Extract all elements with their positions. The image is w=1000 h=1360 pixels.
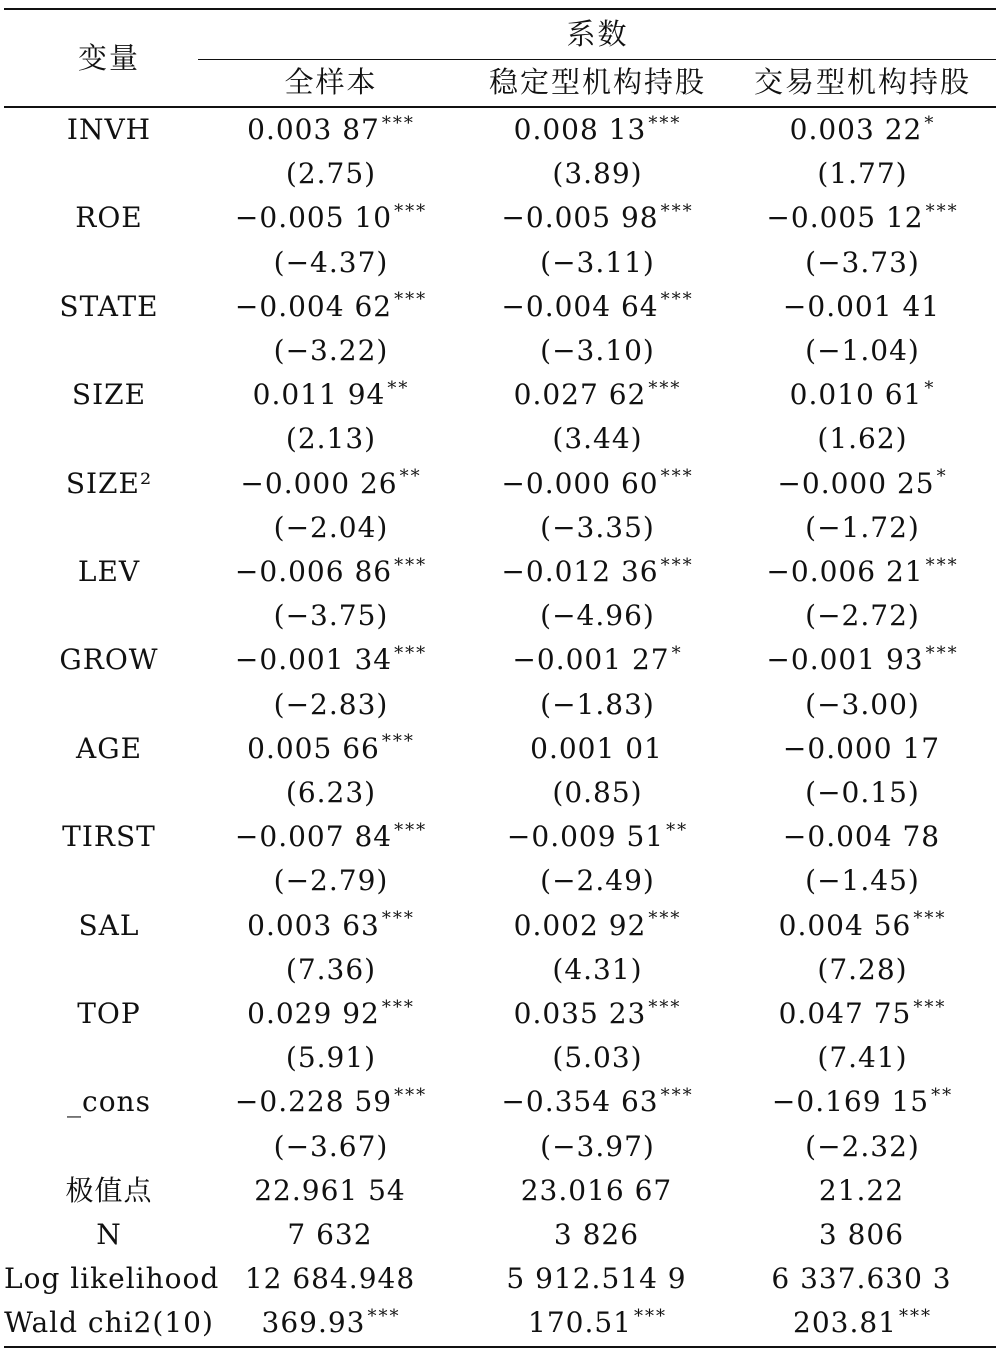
significance-stars: *** bbox=[394, 819, 428, 841]
coefficient-cell-value: −0.006 86 bbox=[234, 555, 393, 588]
stat-label bbox=[4, 1257, 220, 1301]
significance-stars: * bbox=[924, 112, 936, 134]
bottom-rule bbox=[4, 1346, 996, 1348]
t-stat-cell-value: (−2.79) bbox=[273, 864, 389, 898]
stat-value bbox=[215, 1301, 447, 1345]
coefficient-cell bbox=[735, 285, 990, 329]
significance-stars: *** bbox=[381, 908, 415, 930]
significance-stars: *** bbox=[925, 201, 959, 223]
t-stat-cell bbox=[215, 241, 447, 285]
t-stat-cell bbox=[215, 506, 447, 550]
header-col-trading-institutions: 交易型机构持股 bbox=[753, 65, 971, 99]
variable-name-value: SIZE² bbox=[65, 466, 153, 500]
coefficient-cell-value: −0.001 41 bbox=[782, 289, 941, 323]
stat-value-value: 12 684.948 bbox=[244, 1262, 416, 1296]
stat-value-value: 22.961 54 bbox=[254, 1173, 406, 1207]
t-stat-cell-value: (0.85) bbox=[552, 776, 643, 809]
coefficient-cell bbox=[215, 815, 447, 859]
t-stat-cell-value: (4.31) bbox=[552, 952, 643, 986]
coefficient-cell bbox=[735, 727, 990, 771]
header-col-full-sample: 全样本 bbox=[284, 65, 378, 99]
t-stat-cell-value: (−2.04) bbox=[273, 510, 389, 544]
variable-name bbox=[4, 992, 214, 1036]
significance-stars: *** bbox=[381, 996, 415, 1018]
coefficient-cell bbox=[735, 638, 990, 682]
stat-label-value: Wald chi2(10) bbox=[4, 1306, 214, 1340]
stat-value-value: 21.22 bbox=[818, 1173, 905, 1207]
t-stat-cell-value: (−2.83) bbox=[273, 687, 389, 721]
coefficient-cell-value: −0.004 78 bbox=[782, 820, 941, 854]
stat-value-value: 6 337.630 3 bbox=[771, 1262, 952, 1296]
t-stat-cell-value: (−0.15) bbox=[805, 776, 920, 809]
stat-label-value: 极值点 bbox=[65, 1173, 153, 1207]
coefficient-cell-value: 0.003 22 bbox=[789, 113, 923, 146]
coefficient-cell bbox=[735, 1080, 990, 1124]
variable-name-value: GROW bbox=[59, 643, 159, 677]
t-stat-cell-value: (5.91) bbox=[285, 1041, 377, 1075]
significance-stars: * bbox=[671, 643, 683, 665]
significance-stars: *** bbox=[633, 1306, 667, 1328]
significance-stars: *** bbox=[367, 1306, 401, 1328]
significance-stars: ** bbox=[666, 819, 689, 841]
stat-value bbox=[215, 1213, 447, 1257]
stat-value-value: 3 826 bbox=[553, 1218, 640, 1251]
coefficient-cell-value: −0.000 17 bbox=[782, 731, 941, 765]
t-stat-cell bbox=[735, 594, 990, 638]
coefficient-cell bbox=[470, 992, 725, 1036]
coefficient-cell-value: 0.002 92 bbox=[513, 908, 647, 942]
stat-value bbox=[470, 1257, 725, 1301]
significance-stars: *** bbox=[381, 731, 415, 753]
t-stat-cell bbox=[470, 594, 725, 638]
coefficient-cell-value: 0.001 01 bbox=[530, 731, 663, 765]
stat-value-value: 170.51 bbox=[528, 1306, 632, 1340]
significance-stars: *** bbox=[913, 996, 947, 1018]
coefficient-cell-value: −0.001 34 bbox=[234, 643, 393, 677]
significance-stars: *** bbox=[648, 377, 682, 399]
coefficient-cell-value: 0.005 66 bbox=[247, 731, 380, 765]
t-stat-cell bbox=[215, 594, 447, 638]
t-stat-cell bbox=[470, 329, 725, 373]
variable-name bbox=[4, 196, 214, 240]
t-stat-cell-value: (7.36) bbox=[285, 952, 377, 986]
t-stat-cell-value: (5.03) bbox=[552, 1041, 643, 1075]
significance-stars: ** bbox=[399, 466, 422, 488]
significance-stars: *** bbox=[394, 554, 428, 576]
coefficient-cell bbox=[215, 1080, 447, 1124]
coefficient-cell bbox=[470, 1080, 725, 1124]
coefficient-cell bbox=[470, 904, 725, 948]
t-stat-cell-value: (−3.75) bbox=[273, 599, 389, 633]
coefficient-cell bbox=[470, 373, 725, 417]
variable-name-value: TOP bbox=[77, 997, 141, 1030]
t-stat-cell bbox=[735, 152, 990, 196]
significance-stars: *** bbox=[660, 554, 694, 576]
t-stat-cell-value: (2.75) bbox=[285, 157, 377, 191]
coefficient-cell-value: −0.001 93 bbox=[766, 643, 924, 677]
t-stat-cell bbox=[735, 683, 990, 727]
t-stat-cell bbox=[215, 417, 447, 461]
significance-stars: *** bbox=[381, 112, 415, 134]
coefficient-cell-value: 0.027 62 bbox=[513, 378, 647, 412]
t-stat-cell bbox=[735, 1125, 990, 1169]
t-stat-cell bbox=[735, 1036, 990, 1080]
coefficient-cell bbox=[470, 196, 725, 240]
coefficient-cell bbox=[215, 550, 447, 594]
significance-stars: *** bbox=[925, 643, 959, 665]
stat-value-value: 3 806 bbox=[818, 1218, 905, 1251]
coefficient-cell bbox=[735, 196, 990, 240]
coefficient-cell bbox=[735, 462, 990, 506]
variable-name-value: AGE bbox=[75, 731, 143, 765]
coefficient-cell-value: −0.000 26 bbox=[240, 466, 398, 500]
t-stat-cell bbox=[470, 859, 725, 903]
variable-name bbox=[4, 1080, 214, 1124]
significance-stars: *** bbox=[660, 201, 694, 223]
t-stat-cell bbox=[470, 1125, 725, 1169]
variable-name bbox=[4, 373, 214, 417]
stat-value-value: 369.93 bbox=[261, 1306, 366, 1340]
significance-stars: *** bbox=[394, 1085, 428, 1107]
coefficient-cell bbox=[470, 727, 725, 771]
coefficient-cell bbox=[470, 285, 725, 329]
coefficient-cell bbox=[470, 815, 725, 859]
significance-stars: *** bbox=[394, 201, 428, 223]
coefficient-cell bbox=[470, 550, 725, 594]
t-stat-cell bbox=[215, 152, 447, 196]
t-stat-cell-value: (−1.72) bbox=[805, 510, 920, 544]
coefficient-cell-value: 0.035 23 bbox=[513, 997, 647, 1030]
t-stat-cell-value: (−3.97) bbox=[540, 1129, 655, 1163]
t-stat-cell-value: (−4.96) bbox=[540, 599, 655, 633]
coefficient-cell bbox=[215, 108, 447, 152]
t-stat-cell bbox=[470, 1036, 725, 1080]
stat-label-value: N bbox=[96, 1218, 122, 1251]
coefficient-cell-value: 0.029 92 bbox=[247, 997, 380, 1030]
stat-value bbox=[735, 1169, 990, 1213]
t-stat-cell-value: (−3.00) bbox=[805, 687, 920, 721]
t-stat-cell-value: (−1.45) bbox=[805, 864, 920, 898]
t-stat-cell bbox=[735, 329, 990, 373]
t-stat-cell-value: (1.77) bbox=[817, 157, 908, 191]
t-stat-cell bbox=[215, 683, 447, 727]
t-stat-cell bbox=[470, 506, 725, 550]
coefficient-cell bbox=[735, 815, 990, 859]
significance-stars: *** bbox=[648, 908, 682, 930]
coefficient-cell-value: −0.004 64 bbox=[501, 289, 659, 323]
coefficient-cell-value: −0.000 25 bbox=[777, 466, 935, 500]
significance-stars: ** bbox=[387, 377, 410, 399]
significance-stars: *** bbox=[394, 643, 428, 665]
t-stat-cell bbox=[215, 771, 447, 815]
coefficient-cell-value: −0.001 27 bbox=[512, 643, 670, 677]
stat-label-value: Log likelihood bbox=[4, 1262, 220, 1296]
coefficient-cell bbox=[735, 992, 990, 1036]
t-stat-cell bbox=[470, 771, 725, 815]
stat-value bbox=[215, 1257, 447, 1301]
coefficient-cell-value: −0.007 84 bbox=[234, 820, 393, 854]
t-stat-cell-value: (7.41) bbox=[817, 1041, 908, 1075]
t-stat-cell-value: (−3.73) bbox=[805, 245, 920, 279]
coefficient-cell bbox=[215, 196, 447, 240]
variable-name-value: ROE bbox=[75, 201, 143, 235]
stat-label bbox=[4, 1169, 214, 1213]
stat-value bbox=[735, 1213, 990, 1257]
coefficient-cell bbox=[215, 285, 447, 329]
coefficient-cell bbox=[735, 550, 990, 594]
coefficient-cell bbox=[215, 373, 447, 417]
t-stat-cell-value: (−2.49) bbox=[540, 864, 655, 898]
coefficient-cell-value: −0.005 12 bbox=[766, 201, 924, 235]
coefficient-cell-value: −0.012 36 bbox=[501, 555, 659, 588]
stat-value-value: 5 912.514 9 bbox=[506, 1262, 687, 1296]
coefficient-cell-value: −0.005 98 bbox=[501, 201, 659, 235]
t-stat-cell bbox=[735, 859, 990, 903]
coefficient-cell-value: 0.008 13 bbox=[513, 113, 647, 146]
coefficient-cell-value: −0.009 51 bbox=[506, 820, 665, 854]
t-stat-cell-value: (−3.11) bbox=[540, 245, 655, 279]
variable-name bbox=[4, 550, 214, 594]
stat-value bbox=[215, 1169, 447, 1213]
t-stat-cell bbox=[470, 152, 725, 196]
t-stat-cell bbox=[735, 506, 990, 550]
coefficient-cell bbox=[215, 727, 447, 771]
variable-name-value: SIZE bbox=[71, 378, 147, 412]
significance-stars: *** bbox=[660, 466, 694, 488]
t-stat-cell-value: (−3.67) bbox=[273, 1129, 389, 1163]
stat-label bbox=[4, 1301, 214, 1345]
stat-value bbox=[470, 1213, 725, 1257]
coefficient-cell bbox=[215, 904, 447, 948]
coefficient-cell-value: −0.228 59 bbox=[234, 1085, 393, 1119]
t-stat-cell bbox=[735, 417, 990, 461]
coefficient-cell-value: −0.006 21 bbox=[766, 555, 924, 588]
t-stat-cell-value: (−3.35) bbox=[540, 510, 655, 544]
t-stat-cell-value: (−2.72) bbox=[805, 599, 920, 633]
significance-stars: *** bbox=[648, 996, 682, 1018]
variable-name bbox=[4, 638, 214, 682]
t-stat-cell bbox=[735, 948, 990, 992]
variable-name bbox=[4, 815, 214, 859]
coefficient-cell bbox=[215, 638, 447, 682]
coefficient-cell-value: −0.169 15 bbox=[771, 1085, 930, 1119]
header-coefficient-group: 系数 bbox=[566, 17, 629, 51]
variable-name-value: INVH bbox=[66, 113, 152, 146]
variable-name bbox=[4, 108, 214, 152]
significance-stars: *** bbox=[913, 908, 947, 930]
t-stat-cell-value: (−3.10) bbox=[540, 334, 655, 367]
variable-name bbox=[4, 727, 214, 771]
t-stat-cell-value: (−3.22) bbox=[273, 334, 389, 367]
t-stat-cell-value: (−1.83) bbox=[540, 687, 655, 721]
t-stat-cell bbox=[215, 1125, 447, 1169]
t-stat-cell-value: (2.13) bbox=[285, 422, 377, 456]
variable-name-value: TIRST bbox=[62, 820, 156, 854]
header-variable: 变量 bbox=[77, 41, 140, 75]
t-stat-cell bbox=[215, 329, 447, 373]
variable-name-value: SAL bbox=[78, 908, 140, 942]
variable-name-value: LEV bbox=[77, 555, 141, 588]
coefficient-cell-value: 0.004 56 bbox=[778, 908, 912, 942]
coefficient-cell-value: −0.000 60 bbox=[501, 466, 659, 500]
t-stat-cell-value: (3.89) bbox=[552, 157, 643, 191]
t-stat-cell bbox=[215, 948, 447, 992]
coefficient-cell-value: −0.354 63 bbox=[501, 1085, 659, 1119]
t-stat-cell bbox=[735, 241, 990, 285]
stat-value bbox=[470, 1169, 725, 1213]
significance-stars: *** bbox=[925, 554, 959, 576]
coefficient-cell-value: −0.004 62 bbox=[234, 289, 393, 323]
stat-label bbox=[4, 1213, 214, 1257]
coefficient-cell bbox=[215, 462, 447, 506]
t-stat-cell-value: (−1.04) bbox=[805, 334, 920, 367]
coefficient-cell bbox=[215, 992, 447, 1036]
coefficient-cell bbox=[735, 373, 990, 417]
coefficient-cell-value: 0.010 61 bbox=[789, 378, 923, 412]
significance-stars: *** bbox=[898, 1306, 932, 1328]
significance-stars: *** bbox=[660, 1085, 694, 1107]
t-stat-cell-value: (−2.32) bbox=[805, 1129, 920, 1163]
coefficient-cell bbox=[470, 638, 725, 682]
coefficient-cell-value: 0.047 75 bbox=[778, 997, 912, 1030]
significance-stars: ** bbox=[931, 1085, 954, 1107]
t-stat-cell-value: (7.28) bbox=[817, 952, 908, 986]
t-stat-cell-value: (−4.37) bbox=[273, 245, 389, 279]
variable-name bbox=[4, 462, 214, 506]
stat-value bbox=[735, 1301, 990, 1345]
significance-stars: *** bbox=[660, 289, 694, 311]
coefficient-cell bbox=[735, 904, 990, 948]
stat-value bbox=[735, 1257, 990, 1301]
t-stat-cell bbox=[470, 241, 725, 285]
coefficient-cell bbox=[735, 108, 990, 152]
coefficient-cell-value: 0.003 87 bbox=[247, 113, 380, 146]
header-col-stable-institutions: 稳定型机构持股 bbox=[488, 65, 706, 99]
variable-name bbox=[4, 904, 214, 948]
t-stat-cell-value: (6.23) bbox=[285, 776, 377, 809]
t-stat-cell-value: (3.44) bbox=[552, 422, 643, 456]
t-stat-cell bbox=[215, 1036, 447, 1080]
stat-value-value: 23.016 67 bbox=[520, 1173, 673, 1207]
t-stat-cell bbox=[735, 771, 990, 815]
significance-stars: *** bbox=[394, 289, 428, 311]
t-stat-cell bbox=[470, 683, 725, 727]
t-stat-cell-value: (1.62) bbox=[817, 422, 908, 456]
coefficient-cell-value: −0.005 10 bbox=[234, 201, 393, 235]
variable-name-value: _cons bbox=[67, 1085, 151, 1119]
significance-stars: *** bbox=[648, 112, 682, 134]
top-rule bbox=[4, 8, 996, 10]
t-stat-cell bbox=[470, 417, 725, 461]
significance-stars: * bbox=[924, 377, 936, 399]
variable-name bbox=[4, 285, 214, 329]
coefficient-cell bbox=[470, 462, 725, 506]
significance-stars: * bbox=[936, 466, 948, 488]
coefficient-cell bbox=[470, 108, 725, 152]
stat-value-value: 7 632 bbox=[287, 1218, 373, 1251]
stat-value bbox=[470, 1301, 725, 1345]
t-stat-cell bbox=[470, 948, 725, 992]
t-stat-cell bbox=[215, 859, 447, 903]
coefficient-cell-value: 0.003 63 bbox=[247, 908, 380, 942]
coefficient-cell-value: 0.011 94 bbox=[252, 378, 386, 412]
stat-value-value: 203.81 bbox=[793, 1306, 897, 1340]
variable-name-value: STATE bbox=[59, 289, 159, 323]
